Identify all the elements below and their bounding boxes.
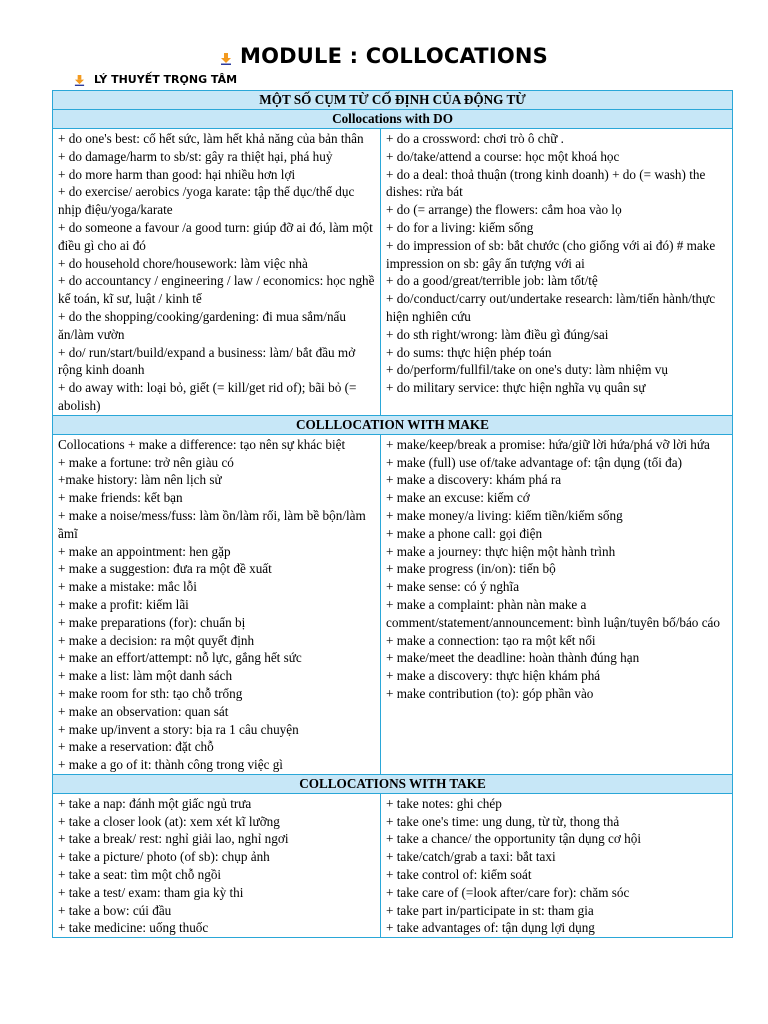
list-item: + do for a living: kiếm sống xyxy=(386,219,534,235)
section-heading-row xyxy=(53,415,733,434)
list-item: + do/take/attend a course: học một khoá học xyxy=(386,148,620,164)
list-item: + make a discovery: thực hiện khám phá xyxy=(386,668,601,684)
section-body-row xyxy=(53,793,733,937)
list-item: + make room for sth: tạo chỗ trống xyxy=(58,685,243,701)
list-item: + make up/invent a story: bịa ra 1 câu chuyện xyxy=(58,721,299,737)
list-item: + make sense: có ý nghĩa xyxy=(386,579,520,595)
list-item: +make history: làm nên lịch sử xyxy=(58,472,222,488)
list-item: + do household chore/housework: làm việc nhà xyxy=(58,255,308,271)
list-item: + make (full) use of/take advantage of: tận dụng (tối đa) xyxy=(386,454,682,470)
list-item: + do a good/great/terrible job: làm tốt/tệ xyxy=(386,273,598,289)
list-item: + make a noise/mess/fuss: làm ồn/làm rối, làm bề bộn/làm ầmĩ xyxy=(58,507,366,541)
list-item: + make an effort/attempt: nỗ lực, gắng hết sức xyxy=(58,650,302,666)
section-body-row xyxy=(53,129,733,416)
list-item: + take a chance/ the opportunity tận dụng cơ hội xyxy=(386,831,642,847)
list-item: Collocations + make a difference: tạo nên sự khác biệt xyxy=(58,436,346,452)
list-item: + do a crossword: chơi trò ô chữ . xyxy=(386,131,564,146)
list-item: + make/keep/break a promise: hứa/giữ lời hứa/phá vỡ lời hứa xyxy=(386,436,710,452)
section-heading-take: COLLOCATIONS WITH TAKE xyxy=(53,774,733,793)
list-item: + take/catch/grab a taxi: bắt taxi xyxy=(386,849,556,865)
list-item: + make a go of it: thành công trong việc gì xyxy=(58,757,283,773)
list-item: + do the shopping/cooking/gardening: đi mua sắm/nấu ăn/làm vườn xyxy=(58,308,346,342)
list-item: + take advantages of: tận dụng lợi dụng xyxy=(386,920,595,936)
list-item: + do accountancy / engineering / law / economics: học nghề kế toán, kĩ sư, luật / kinh tế xyxy=(58,273,375,307)
list-item: + do exercise/ aerobics /yoga karate: tập thể dục/thể dục nhịp điệu/yoga/karate xyxy=(58,184,355,218)
list-item: + do impression of sb: bắt chước (cho giống với ai đó) # make impression on sb: gây ấn tượng với ai xyxy=(386,237,716,271)
list-item: + take medicine: uống thuốc xyxy=(58,920,209,936)
list-item: + make a profit: kiếm lãi xyxy=(58,596,189,612)
make-right-column xyxy=(381,434,733,774)
list-item: + make a mistake: mắc lỗi xyxy=(58,579,197,595)
list-item: + make progress (in/on): tiến bộ xyxy=(386,561,556,577)
section-heading-do: Collocations with DO xyxy=(53,110,733,129)
list-item: + take a test/ exam: tham gia kỳ thi xyxy=(58,884,244,900)
list-item: + make contribution (to): góp phần vào xyxy=(386,685,594,701)
table-title: MỘT SỐ CỤM TỪ CỐ ĐỊNH CỦA ĐỘNG TỪ xyxy=(53,91,733,110)
list-item: + make a list: làm một danh sách xyxy=(58,668,233,684)
list-item: + make an appointment: hen gặp xyxy=(58,543,231,559)
take-left-column xyxy=(53,793,381,937)
section-heading-row xyxy=(53,774,733,793)
list-item: + do/conduct/carry out/undertake research: làm/tiến hành/thực hiện nghiên cứu xyxy=(386,291,716,324)
download-arrow-icon xyxy=(74,75,85,86)
list-item: + make a complaint: phàn nàn make a comment/statement/announcement: bình luận/tuyên bố/báo cáo xyxy=(386,596,720,630)
list-item: + do someone a favour /a good turn: giúp đỡ ai đó, làm một điều gì cho ai đó xyxy=(58,219,373,253)
do-left-column xyxy=(53,129,381,416)
list-item: + take control of: kiểm soát xyxy=(386,867,532,883)
section-heading-row xyxy=(53,110,733,129)
list-item: + make a journey: thực hiện một hành trình xyxy=(386,543,616,559)
list-item: + make money/a living: kiếm tiền/kiếm sống xyxy=(386,507,623,523)
list-item: + make a phone call: gọi điện xyxy=(386,525,543,541)
list-item: + do a deal: thoả thuận (trong kinh doanh) + do (= wash) the dishes: rửa bát xyxy=(386,166,706,200)
subtitle-row xyxy=(74,73,237,86)
take-right-column xyxy=(381,793,733,937)
list-item: + do/ run/start/build/expand a business: làm/ bắt đầu mở rộng kinh doanh xyxy=(58,344,356,378)
list-item: + do damage/harm to sb/st: gây ra thiệt hại, phá huỷ xyxy=(58,148,333,164)
list-item: + make a reservation: đặt chỗ xyxy=(58,739,214,755)
list-item: + make friends: kết bạn xyxy=(58,490,183,506)
list-item: + do away with: loại bỏ, giết (= kill/get rid of); bãi bỏ (= abolish) xyxy=(58,380,357,413)
list-item: + take a closer look (at): xem xét kĩ lưỡng xyxy=(58,813,280,829)
list-item: + make a decision: ra một quyết định xyxy=(58,632,255,648)
section-heading-make: COLLLOCATION WITH MAKE xyxy=(53,415,733,434)
list-item: + take care of (=look after/care for): chăm sóc xyxy=(386,884,630,900)
list-item: + make a connection: tạo ra một kết nối xyxy=(386,632,596,648)
download-arrow-icon xyxy=(220,53,232,65)
list-item: + make/meet the deadline: hoàn thành đúng hạn xyxy=(386,650,640,666)
list-item: + take a nap: đánh một giấc ngủ trưa xyxy=(58,795,252,811)
title-row xyxy=(0,44,768,68)
do-right-column xyxy=(381,129,733,416)
page-title: MODULE : COLLOCATIONS xyxy=(239,44,549,68)
list-item: + do more harm than good: hại nhiều hơn lợi xyxy=(58,166,296,182)
list-item: + take one's time: ung dung, từ từ, thong thả xyxy=(386,813,620,829)
list-item: + do sums: thực hiện phép toán xyxy=(386,344,552,360)
list-item: + take a seat: tìm một chỗ ngồi xyxy=(58,867,222,883)
section-body-row xyxy=(53,434,733,774)
list-item: + make a suggestion: đưa ra một đề xuất xyxy=(58,561,272,577)
list-item: + do/perform/fullfil/take on one's duty: làm nhiệm vụ xyxy=(386,362,668,378)
list-item: + do one's best: cố hết sức, làm hết khả năng của bản thân xyxy=(58,131,364,146)
collocations-table xyxy=(52,90,733,938)
list-item: + make an observation: quan sát xyxy=(58,703,229,719)
list-item: + take a picture/ photo (of sb): chụp ảnh xyxy=(58,849,270,865)
list-item: + do military service: thực hiện nghĩa vụ quân sự xyxy=(386,380,646,396)
list-item: + take a bow: cúi đầu xyxy=(58,902,172,918)
make-left-column xyxy=(53,434,381,774)
table-title-row xyxy=(53,91,733,110)
list-item: + make an excuse: kiếm cớ xyxy=(386,490,530,506)
list-item: + make a fortune: trở nên giàu có xyxy=(58,454,234,470)
subtitle: LÝ THUYẾT TRỌNG TÂM xyxy=(94,73,238,86)
list-item: + do sth right/wrong: làm điều gì đúng/sai xyxy=(386,326,609,342)
list-item: + make preparations (for): chuẩn bị xyxy=(58,614,246,630)
list-item: + take a break/ rest: nghỉ giải lao, nghỉ ngơi xyxy=(58,831,289,847)
list-item: + do (= arrange) the flowers: cắm hoa vào lọ xyxy=(386,202,622,218)
list-item: + make a discovery: khám phá ra xyxy=(386,472,562,488)
list-item: + take part in/participate in st: tham gia xyxy=(386,902,594,918)
list-item: + take notes: ghi chép xyxy=(386,795,502,811)
